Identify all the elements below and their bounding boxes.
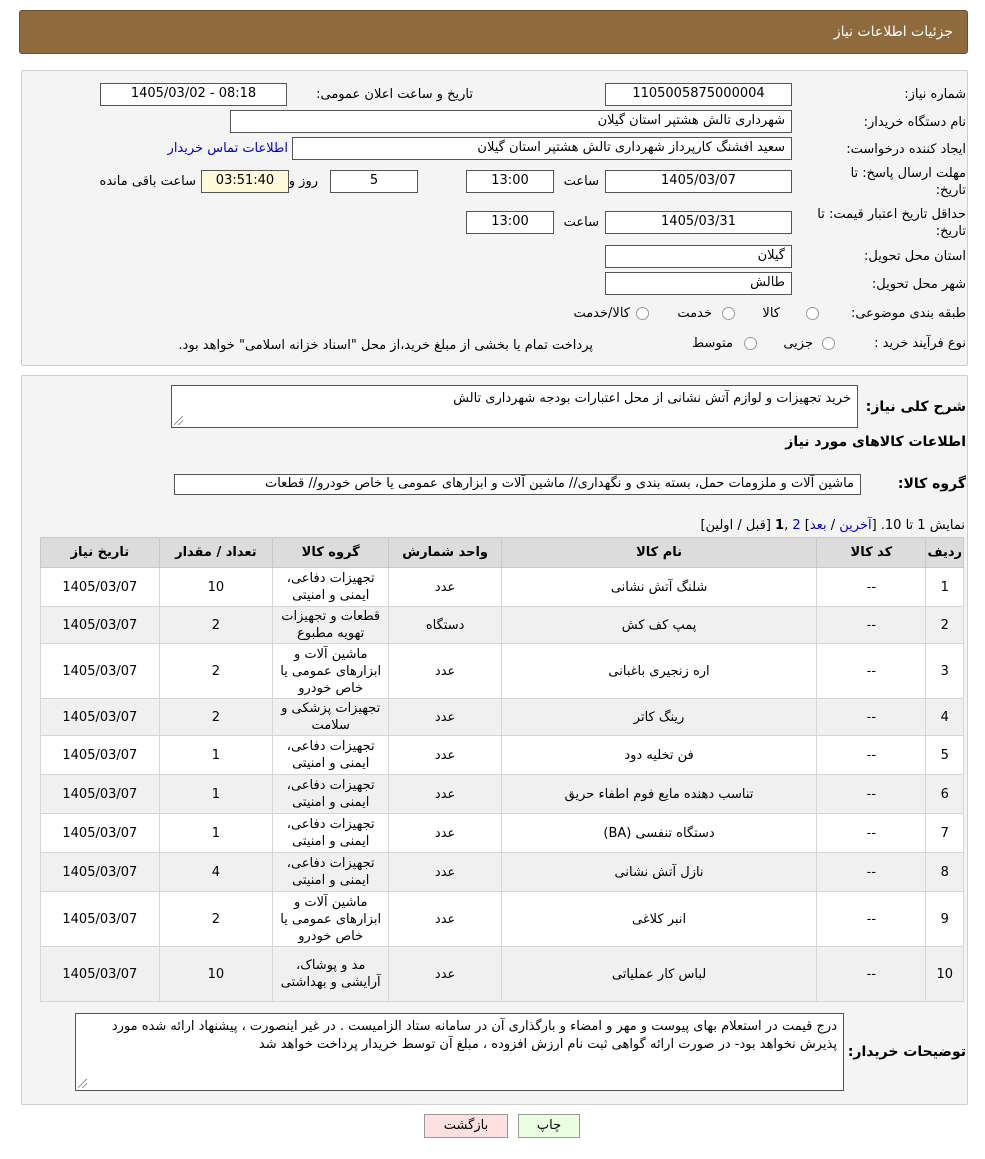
cell-name: دستگاه تنفسی (BA) (501, 814, 816, 853)
cell-unit: عدد (389, 644, 501, 699)
announce-date-label: تاریخ و ساعت اعلان عمومی: (316, 87, 473, 102)
table-header-row (41, 538, 964, 568)
requester-label: ایجاد کننده درخواست: (846, 142, 966, 157)
cell-name: نازل آتش نشانی (501, 853, 816, 892)
cell-quantity: 10 (159, 568, 272, 607)
deadline-hour-label: ساعت (563, 174, 599, 189)
cell-row-number: 1 (926, 568, 964, 607)
deadline-time-field[interactable]: 13:00 (466, 170, 554, 193)
cell-group: تجهیزات دفاعی، ایمنی و امنیتی (273, 775, 389, 814)
cell-date: 1405/03/07 (41, 892, 160, 947)
goods-group-label: گروه کالا: (897, 476, 966, 492)
cell-name: اره زنجیری باغبانی (501, 644, 816, 699)
cell-row-number: 9 (926, 892, 964, 947)
buyer-notes-textarea[interactable] (75, 1013, 844, 1091)
cell-unit: عدد (389, 699, 501, 736)
table-row[interactable] (41, 699, 964, 736)
cell-row-number: 4 (926, 699, 964, 736)
validity-label: حداقل تاریخ اعتبار قیمت: تا (817, 207, 966, 222)
cell-code: -- (817, 814, 926, 853)
cell-group: تجهیزات دفاعی، ایمنی و امنیتی (273, 814, 389, 853)
pagination-prefix: نمایش 1 تا 10. [ (871, 518, 965, 533)
table-row[interactable] (41, 607, 964, 644)
summary-label: شرح کلی نیاز: (865, 399, 966, 415)
validity-time-field[interactable]: 13:00 (466, 211, 554, 234)
pagination-sep: / (826, 518, 840, 533)
table-row[interactable] (41, 892, 964, 947)
cell-group: ماشین آلات و ابزارهای عمومی یا خاص خودرو (273, 892, 389, 947)
cell-date: 1405/03/07 (41, 568, 160, 607)
process-type-label: نوع فرآیند خرید : (874, 336, 966, 351)
cell-quantity: 1 (159, 775, 272, 814)
cell-date: 1405/03/07 (41, 736, 160, 775)
pagination-suffix: [قبل / اولین] (700, 518, 776, 533)
table-row[interactable] (41, 736, 964, 775)
cell-quantity: 10 (159, 947, 272, 1002)
cell-group: تجهیزات دفاعی، ایمنی و امنیتی (273, 736, 389, 775)
cell-date: 1405/03/07 (41, 644, 160, 699)
cell-group: تجهیزات پزشکی و سلامت (273, 699, 389, 736)
cell-row-number: 7 (926, 814, 964, 853)
cell-unit: عدد (389, 814, 501, 853)
cell-unit: عدد (389, 775, 501, 814)
cell-quantity: 4 (159, 853, 272, 892)
deadline-label-date: تاریخ: (935, 183, 966, 198)
buyer-notes-label: توضیحات خریدار: (847, 1044, 966, 1060)
col-header-code: کد کالا (817, 538, 926, 568)
pagination-current-page: 1 (775, 518, 785, 533)
cell-group: قطعات و تجهیزات تهویه مطبوع (273, 607, 389, 644)
cell-group: تجهیزات دفاعی، ایمنی و امنیتی (273, 568, 389, 607)
cell-name: انبر کلاغی (501, 892, 816, 947)
cell-row-number: 10 (926, 947, 964, 1002)
table-row[interactable] (41, 775, 964, 814)
table-row[interactable] (41, 947, 964, 1002)
pagination-last-link[interactable]: آخرین (839, 518, 872, 533)
back-button[interactable]: بازگشت (424, 1114, 508, 1138)
cell-quantity: 2 (159, 644, 272, 699)
col-header-name: نام کالا (501, 538, 816, 568)
days-label: روز و (288, 174, 318, 189)
col-header-unit: واحد شمارش (389, 538, 501, 568)
process-medium-label: متوسط (692, 336, 733, 351)
cell-code: -- (817, 947, 926, 1002)
remaining-time-field[interactable]: 03:51:40 (201, 170, 289, 193)
validity-hour-label: ساعت (563, 215, 599, 230)
goods-group-field[interactable]: ماشین آلات و ملزومات حمل، بسته بندی و نگهداری// ماشین آلات و ابزارهای عمومی یا خاص خودرو// قطعات (174, 474, 861, 495)
deadline-date-field[interactable]: 1405/03/07 (605, 170, 792, 193)
cell-unit: عدد (389, 736, 501, 775)
cell-name: تناسب دهنده مایع فوم اطفاء حریق (501, 775, 816, 814)
cell-unit: عدد (389, 853, 501, 892)
pagination (700, 518, 965, 533)
category-label: طبقه بندی موضوعی: (850, 306, 966, 321)
cell-quantity: 2 (159, 892, 272, 947)
category-goods-radio[interactable] (806, 307, 819, 320)
cell-date: 1405/03/07 (41, 699, 160, 736)
cell-name: فن تخلیه دود (501, 736, 816, 775)
cell-code: -- (817, 644, 926, 699)
remaining-time-label: ساعت باقی مانده (99, 174, 196, 189)
pagination-sep2: ] (800, 518, 810, 533)
process-medium-radio[interactable] (744, 337, 757, 350)
cell-group: ماشین آلات و ابزارهای عمومی یا خاص خودرو (273, 644, 389, 699)
process-minor-radio[interactable] (822, 337, 835, 350)
cell-date: 1405/03/07 (41, 607, 160, 644)
category-service-radio[interactable] (722, 307, 735, 320)
pagination-page-2-link[interactable]: 2 (792, 518, 801, 533)
buyer-org-field[interactable]: شهرداری تالش هشتپر استان گیلان (230, 110, 792, 133)
city-field[interactable]: طالش (605, 272, 792, 295)
table-row[interactable] (41, 568, 964, 607)
buyer-contact-link[interactable]: اطلاعات تماس خریدار (167, 141, 288, 156)
pagination-next-link[interactable]: بعد (809, 518, 827, 533)
remaining-days-field[interactable]: 5 (330, 170, 418, 193)
cell-row-number: 8 (926, 853, 964, 892)
process-minor-label: جزیی (783, 336, 813, 351)
items-table-wrapper (40, 537, 964, 1002)
need-number-field[interactable]: 1105005875000004 (605, 83, 792, 106)
cell-code: -- (817, 892, 926, 947)
category-goods-service-radio[interactable] (636, 307, 649, 320)
deadline-label: مهلت ارسال پاسخ: تا (850, 166, 966, 181)
province-field[interactable]: گیلان (605, 245, 792, 268)
buyer-org-label: نام دستگاه خریدار: (863, 115, 966, 130)
cell-row-number: 3 (926, 644, 964, 699)
cell-code: -- (817, 568, 926, 607)
cell-unit: عدد (389, 947, 501, 1002)
city-label: شهر محل تحویل: (871, 277, 966, 292)
items-table-body (41, 568, 964, 1002)
cell-row-number: 5 (926, 736, 964, 775)
summary-textarea[interactable] (171, 385, 858, 428)
cell-code: -- (817, 736, 926, 775)
cell-group: مد و پوشاک، آرایشی و بهداشتی (273, 947, 389, 1002)
cell-code: -- (817, 853, 926, 892)
cell-code: -- (817, 607, 926, 644)
cell-date: 1405/03/07 (41, 775, 160, 814)
announce-date-field[interactable]: 1405/03/02 - 08:18 (100, 83, 287, 106)
page-title: جزئیات اطلاعات نیاز (833, 24, 953, 40)
col-header-group: گروه کالا (273, 538, 389, 568)
process-note: پرداخت تمام یا بخشی از مبلغ خرید،از محل "اسناد خزانه اسلامی" خواهد بود. (178, 338, 593, 353)
requester-field[interactable]: سعید افشنگ کارپرداز شهرداری تالش هشتپر استان گیلان (292, 137, 792, 160)
cell-row-number: 6 (926, 775, 964, 814)
print-button[interactable]: چاپ (518, 1114, 580, 1138)
col-header-date: تاریخ نیاز (41, 538, 160, 568)
table-row[interactable] (41, 814, 964, 853)
cell-date: 1405/03/07 (41, 947, 160, 1002)
cell-code: -- (817, 699, 926, 736)
cell-name: شلنگ آتش نشانی (501, 568, 816, 607)
cell-unit: عدد (389, 892, 501, 947)
summary-text: خرید تجهیزات و لوازم آتش نشانی از محل اعتبارات بودجه شهرداری تالش (453, 391, 851, 406)
category-service-label: خدمت (677, 306, 712, 321)
cell-date: 1405/03/07 (41, 814, 160, 853)
cell-name: رینگ کاتر (501, 699, 816, 736)
cell-unit: دستگاه (389, 607, 501, 644)
page-header (19, 10, 968, 54)
validity-date-field[interactable]: 1405/03/31 (605, 211, 792, 234)
category-goods-service-label: کالا/خدمت (573, 306, 630, 321)
cell-date: 1405/03/07 (41, 853, 160, 892)
cell-name: لباس کار عملیاتی (501, 947, 816, 1002)
cell-row-number: 2 (926, 607, 964, 644)
cell-quantity: 2 (159, 699, 272, 736)
cell-code: -- (817, 775, 926, 814)
cell-unit: عدد (389, 568, 501, 607)
cell-quantity: 1 (159, 814, 272, 853)
col-header-row-number: ردیف (926, 538, 964, 568)
col-header-quantity: تعداد / مقدار (159, 538, 272, 568)
goods-info-title: اطلاعات کالاهای مورد نیاز (785, 434, 966, 450)
cell-quantity: 2 (159, 607, 272, 644)
table-row[interactable] (41, 644, 964, 699)
need-number-label: شماره نیاز: (904, 87, 966, 102)
resize-handle-icon[interactable] (174, 416, 183, 425)
buyer-notes-text: درج قیمت در استعلام بهای پیوست و مهر و امضاء و بارگذاری آن در سامانه ستاد الزامیست . در غیر اینصورت ، پیشنهاد ارائه شده مورد پذیرش نخواهد بود- در صورت ارائه گواهی ثبت نام ارزش افزوده ، مبلغ آن توسط خریدار پرداخت خواهد شد (111, 1019, 837, 1052)
category-goods-label: کالا (762, 306, 780, 321)
cell-quantity: 1 (159, 736, 272, 775)
table-row[interactable] (41, 853, 964, 892)
cell-group: تجهیزات دفاعی، ایمنی و امنیتی (273, 853, 389, 892)
cell-name: پمپ کف کش (501, 607, 816, 644)
validity-label-date: تاریخ: (935, 224, 966, 239)
items-table (40, 537, 964, 1002)
resize-handle-icon[interactable] (78, 1079, 87, 1088)
province-label: استان محل تحویل: (864, 249, 966, 264)
pagination-sep3: , (784, 518, 793, 533)
